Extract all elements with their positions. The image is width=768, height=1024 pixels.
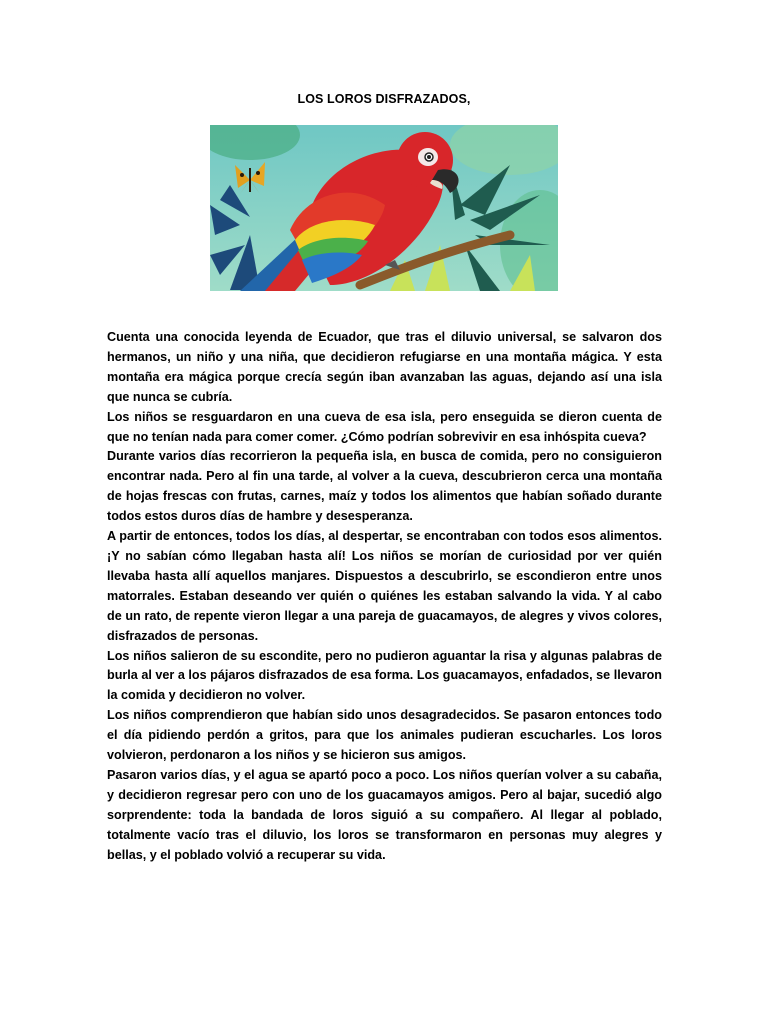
paragraph: Los niños salieron de su escondite, pero no pudieron aguantar la risa y algunas palabras de burla al ver a los pájaros disfrazados de esa forma. Los guacamayos, enfadados, se llevaron la comida y decidieron no volver.	[107, 648, 662, 703]
paragraph: Pasaron varios días, y el agua se apartó poco a poco. Los niños querían volver a su cabaña, y decidieron regresar pero con uno de los guacamayos amigos. Pero al bajar, sucedió algo sorprendente: toda la bandada de loros siguió a su compañero. Al llegar al poblado, totalmente vacío tras el diluvio, los loros se transformaron en personas muy alegres y bellas, y el poblado volvió a recuperar su vida.	[107, 767, 662, 862]
paragraph: Los niños comprendieron que habían sido unos desagradecidos. Se pasaron entonces todo el día pidiendo perdón a gritos, para que los animales pudieran escucharles. Los loros volvieron, perdonaron a los niños y se hicieron sus amigos.	[107, 708, 662, 763]
parrot-illustration	[210, 125, 558, 291]
paragraph: A partir de entonces, todos los días, al despertar, se encontraban con todos esos alimentos. ¡Y no sabían cómo llegaban hasta alí! Los niños se morían de curiosidad por ver quién llevaba hasta allí aquellos manjares. Dispuestos a descubrirlo, se escondieron entre unos matorrales. Estaban deseando ver quién o quiénes les estaban salvando la vida. Y al cabo de un rato, de repente vieron llegar a una pareja de guacamayos, de alegres y vivos colores, disfrazados de personas.	[107, 529, 662, 643]
paragraph: Durante varios días recorrieron la pequeña isla, en busca de comida, pero no consiguieron encontrar nada. Pero al fin una tarde, al volver a la cueva, descubrieron cerca una montaña de hojas frescas con frutas, carnes, maíz y todos los alimentos que habían soñado durante todos estos duros días de hambre y desesperanza.	[107, 449, 662, 524]
story-body	[107, 328, 662, 865]
document-title: LOS LOROS DISFRAZADOS,	[297, 92, 471, 106]
paragraph: Los niños se resguardaron en una cueva de esa isla, pero enseguida se dieron cuenta de que no tenían nada para comer comer. ¿Cómo podrían sobrevivir en esa inhóspita cueva?	[107, 409, 662, 444]
paragraph: Cuenta una conocida leyenda de Ecuador, que tras el diluvio universal, se salvaron dos hermanos, un niño y una niña, que decidieron refugiarse en una montaña mágica. Y esta montaña era mágica porque crecía según iban avanzaban las aguas, dejando así una isla que nunca se cubría.	[107, 330, 662, 404]
